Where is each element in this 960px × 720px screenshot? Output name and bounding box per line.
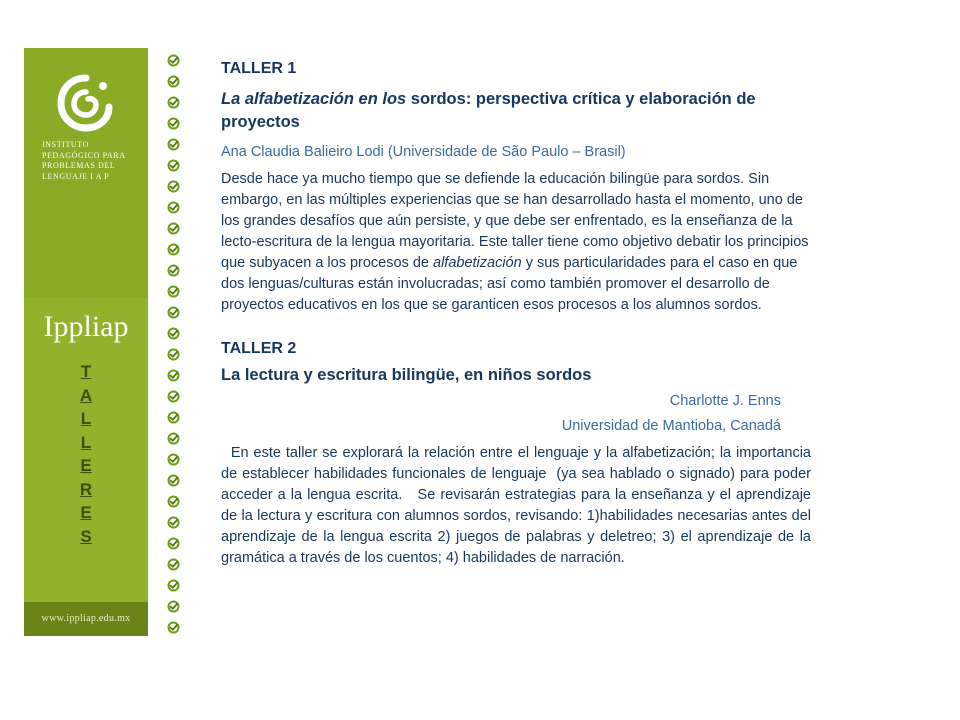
vertical-letter: A bbox=[79, 385, 93, 405]
brand-name: Ippliap bbox=[43, 310, 129, 343]
taller2-label: TALLER 2 bbox=[221, 340, 297, 357]
taller1-body-part2: y sus particularidades para el caso en que dos lenguas/culturas están involucradas; así como también promover el desarrollo de proyectos educativos en los que se garanticen esos procesos a los alumnos sordos. bbox=[221, 255, 798, 313]
taller2-author: Charlotte J. Enns bbox=[669, 393, 781, 409]
taller1-title bbox=[221, 88, 811, 134]
check-bullet-icon bbox=[165, 199, 181, 220]
check-bullet-icon bbox=[165, 220, 181, 241]
check-bullet-icon bbox=[165, 178, 181, 199]
vertical-letter: T bbox=[80, 362, 92, 381]
check-bullet-icon bbox=[165, 52, 181, 73]
taller1-title-italic: La alfabetización en los bbox=[221, 90, 407, 108]
check-bullet-icon bbox=[165, 241, 181, 262]
check-bullet-icon bbox=[165, 283, 181, 304]
taller2-body: En este taller se explorará la relación entre el lenguaje y la alfabetización; la importancia de establecer habilidades funcionales de lenguaje (ya sea hablado o signado) para poder acceder a la lengua escrita. Se revisarán estrategias para la enseñanza y el aprendizaje de la lectura y escritura con alumnos sordos, revisando: 1)habilidades necesarias antes del aprendizaje de la lengua escrita 2) juegos de palabras y deletreo; 3) el aprendizaje de la gramática a través de los cuentos; 4) habilidades de narración. bbox=[221, 445, 820, 566]
check-bullet-icon bbox=[165, 325, 181, 346]
taller1-body-part1: Desde hace ya mucho tiempo que se defiende la educación bilingüe para sordos. Sin embargo, en las múltiples experiencias que se han desarrollado hasta el momento, uno de los grandes desafíos que aún persiste, y que debe ser enfrentado, es la enseñanza de la lecto-escritura de la lengua mayoritaria. Este taller tiene como objetivo debatir los principios que subyacen a los procesos de bbox=[221, 171, 809, 271]
vertical-word-talleres bbox=[24, 360, 148, 548]
taller1-body bbox=[221, 169, 811, 316]
ippliap-logo-icon bbox=[56, 72, 116, 134]
check-bullet-icon bbox=[165, 451, 181, 472]
check-bullet-icon bbox=[165, 157, 181, 178]
vertical-letter: L bbox=[80, 409, 92, 428]
vertical-letter: E bbox=[80, 503, 92, 522]
check-bullet-icon bbox=[165, 514, 181, 535]
check-bullet-icon bbox=[165, 409, 181, 430]
taller2-affiliation: Universidad de Mantioba, Canadá bbox=[561, 418, 781, 434]
taller2-title: La lectura y escritura bilingüe, en niños sordos bbox=[221, 366, 592, 384]
check-bullet-icon bbox=[165, 598, 181, 619]
check-bullet-icon bbox=[165, 577, 181, 598]
check-bullet-icon bbox=[165, 535, 181, 556]
taller1-title-rest: sordos: perspectiva crítica y elaboración de proyectos bbox=[221, 90, 756, 131]
check-bullet-icon bbox=[165, 94, 181, 115]
check-bullet-icon bbox=[165, 388, 181, 409]
taller1-label: TALLER 1 bbox=[221, 60, 297, 77]
taller1-body-italic: alfabetización bbox=[433, 255, 522, 271]
sidebar-panel bbox=[24, 48, 148, 636]
check-bullet-icon bbox=[165, 346, 181, 367]
website-url: www.ippliap.edu.mx bbox=[41, 613, 131, 624]
check-bullet-icon bbox=[165, 73, 181, 94]
bullet-column bbox=[165, 52, 181, 640]
taller1-author: Ana Claudia Balieiro Lodi (Universidade de São Paulo – Brasil) bbox=[221, 144, 626, 160]
check-bullet-icon bbox=[165, 493, 181, 514]
check-bullet-icon bbox=[165, 556, 181, 577]
vertical-letter: S bbox=[80, 526, 92, 546]
url-band bbox=[24, 602, 148, 636]
check-bullet-icon bbox=[165, 619, 181, 640]
check-bullet-icon bbox=[165, 367, 181, 388]
check-bullet-icon bbox=[165, 262, 181, 283]
check-bullet-icon bbox=[165, 304, 181, 325]
vertical-letter: L bbox=[80, 432, 92, 452]
check-bullet-icon bbox=[165, 430, 181, 451]
check-bullet-icon bbox=[165, 472, 181, 493]
main-content bbox=[221, 58, 820, 569]
org-name: INSTITUTO PEDAGÓGICO PARA PROBLEMAS DEL LENGUAJE I A P bbox=[42, 140, 126, 181]
check-bullet-icon bbox=[165, 115, 181, 136]
vertical-letter: E bbox=[80, 456, 92, 475]
vertical-letter: R bbox=[79, 479, 93, 499]
check-bullet-icon bbox=[165, 136, 181, 157]
